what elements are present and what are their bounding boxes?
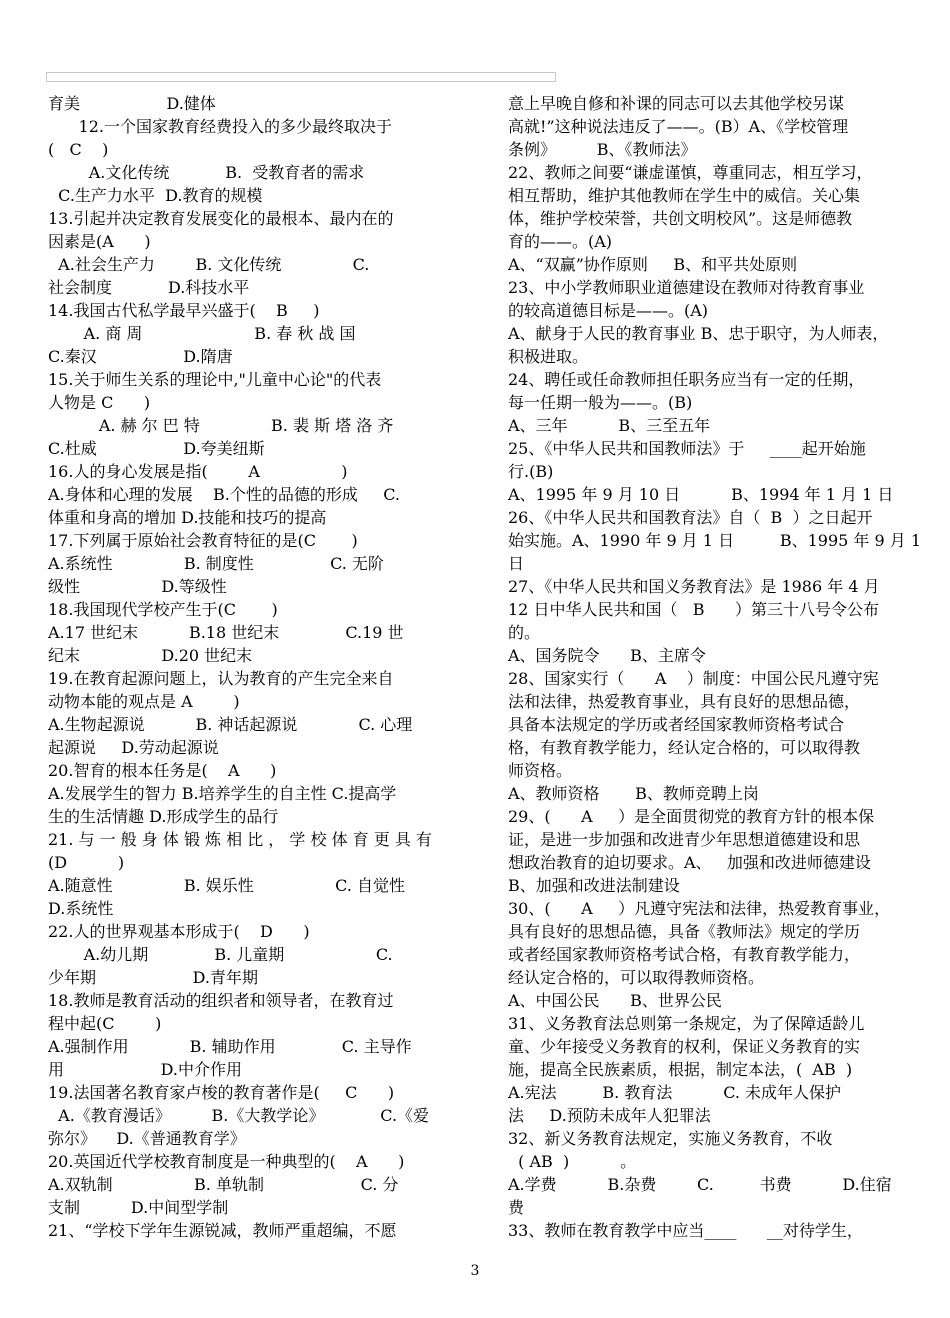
text-line: 22、教师之间要“谦虚谨慎，尊重同志，相互学习， <box>508 163 873 182</box>
text-line: 30、( A ）凡遵守宪法和法律，热爱教育事业， <box>508 899 891 918</box>
text-line: 27、《中华人民共和国义务教育法》是 1986 年 4 月 <box>508 577 880 596</box>
text-line: 费 <box>508 1198 525 1217</box>
text-line: 日 <box>508 554 525 573</box>
text-line: 19.法国著名教育家卢梭的教育著作是( C ) <box>48 1083 395 1102</box>
text-line: 20.智育的根本任务是( A ) <box>48 761 277 780</box>
text-line: 17.下列属于原始社会教育特征的是(C ) <box>48 531 358 550</box>
text-line: 因素是(A ) <box>48 232 151 251</box>
text-line: 23、中小学教师职业道德建设在教师对待教育事业 <box>508 278 865 297</box>
text-line: 18.我国现代学校产生于(C ) <box>48 600 278 619</box>
text-line: C.生产力水平 D.教育的规模 <box>48 186 263 205</box>
text-line: 14.我国古代私学最早兴盛于( B ) <box>48 301 320 320</box>
text-line: 具备本法规定的学历或者经国家教师资格考试合 <box>508 715 845 734</box>
right-column <box>508 92 922 1242</box>
text-line: 意上早晚自修和补课的同志可以去其他学校另谋 <box>508 94 845 113</box>
text-line: 29、( A ）是全面贯彻党的教育方针的根本保 <box>508 807 875 826</box>
text-line: 20.英国近代学校教育制度是一种典型的( A ) <box>48 1152 405 1171</box>
text-line: 生的生活情趣 D.形成学生的品行 <box>48 807 279 826</box>
text-line: A. 商 周 B. 春 秋 战 国 <box>48 324 356 343</box>
text-line: A.社会生产力 B. 文化传统 C. <box>48 255 370 274</box>
text-line: 社会制度 D.科技水平 <box>48 278 250 297</box>
text-line: D.系统性 <box>48 899 114 918</box>
text-line: ( AB ) 。 <box>508 1152 637 1171</box>
text-line: 弥尔》 D.《普通教育学》 <box>48 1129 246 1148</box>
text-line: A.系统性 B. 制度性 C. 无阶 <box>48 554 384 573</box>
text-line: 33、教师在教育教学中应当____ __对待学生， <box>508 1221 863 1240</box>
text-line: 25、《中华人民共和国教师法》于 ____起开始施 <box>508 439 866 458</box>
text-line: 施，提高全民族素质，根据，制定本法，( AB ) <box>508 1060 853 1079</box>
text-line: 12 日中华人民共和国（ B ）第三十八号令公布 <box>508 600 879 619</box>
text-line: 15.关于师生关系的理论中,"儿童中心论"的代表 <box>48 370 382 389</box>
text-line: 行.(B) <box>508 462 554 481</box>
text-line: A、中国公民 B、世界公民 <box>508 991 722 1010</box>
text-line: 起源说 D.劳动起源说 <box>48 738 219 757</box>
text-line: A、国务院令 B、主席令 <box>508 646 706 665</box>
text-line: 支制 D.中间型学制 <box>48 1198 229 1217</box>
text-line: A、“双赢”协作原则 B、和平共处原则 <box>508 255 798 274</box>
text-line: A. 赫 尔 巴 特 B. 裴 斯 塔 洛 齐 <box>48 416 394 435</box>
header-rule-box <box>46 72 556 82</box>
text-line: 师资格。 <box>508 761 573 780</box>
text-line: C.秦汉 D.隋唐 <box>48 347 233 366</box>
text-line: 童、少年接受义务教育的权利，保证义务教育的实 <box>508 1037 861 1056</box>
text-line: A、三年 B、三至五年 <box>508 416 711 435</box>
text-line: 12.一个国家教育经费投入的多少最终取决于 <box>48 117 392 136</box>
text-line: 体，维护学校荣誉，共创文明校风”。这是师德教 <box>508 209 853 228</box>
text-line: 法 D.预防未成年人犯罪法 <box>508 1106 711 1125</box>
text-line: 21、“学校下学年生源锐减，教师严重超编，不愿 <box>48 1221 397 1240</box>
text-line: 高就!”这种说法违反了——。(B）A、《学校管理 <box>508 117 849 136</box>
text-line: 31、义务教育法总则第一条规定，为了保障适龄儿 <box>508 1014 865 1033</box>
text-line: A.幼儿期 B. 儿童期 C. <box>48 945 393 964</box>
text-line: 少年期 D.青年期 <box>48 968 258 987</box>
text-line: A.文化传统 B. 受教育者的需求 <box>48 163 365 182</box>
text-line: 育的——。(A) <box>508 232 613 251</box>
left-column <box>48 92 442 1242</box>
text-line: 的。 <box>508 623 541 642</box>
text-line: 32、新义务教育法规定，实施义务教育，不收 <box>508 1129 833 1148</box>
text-line: 22.人的世界观基本形成于( D ) <box>48 922 310 941</box>
text-line: 育美 D.健体 <box>48 94 216 113</box>
text-line: 级性 D.等级性 <box>48 577 227 596</box>
text-line: 13.引起并决定教育发展变化的最根本、最内在的 <box>48 209 394 228</box>
text-line: A、1995 年 9 月 10 日 B、1994 年 1 月 1 日 <box>508 485 894 504</box>
text-line: 用 D.中介作用 <box>48 1060 242 1079</box>
text-line: A.双轨制 B. 单轨制 C. 分 <box>48 1175 399 1194</box>
text-line: A、教师资格 B、教师竞聘上岗 <box>508 784 759 803</box>
text-line: 程中起(C ) <box>48 1014 162 1033</box>
text-line: 或者经国家教师资格考试合格，有教育教学能力， <box>508 945 861 964</box>
text-line: 18.教师是教育活动的组织者和领导者，在教育过 <box>48 991 394 1010</box>
text-line: B、加强和改进法制建设 <box>508 876 680 895</box>
text-line: 19.在教育起源问题上，认为教育的产生完全来自 <box>48 669 394 688</box>
text-line: ( C ) <box>48 140 109 159</box>
text-line: 28、国家实行（ A ）制度：中国公民凡遵守宪 <box>508 669 879 688</box>
text-line: 人物是 C ) <box>48 393 151 412</box>
text-line: A.发展学生的智力 B.培养学生的自主性 C.提高学 <box>48 784 397 803</box>
text-line: 纪末 D.20 世纪末 <box>48 646 253 665</box>
text-line: 法和法律，热爱教育事业，具有良好的思想品德， <box>508 692 861 711</box>
page-number: 3 <box>470 1263 480 1279</box>
text-line: A.学费 B.杂费 C. 书费 D.住宿 <box>508 1175 892 1194</box>
text-line: A.宪法 B. 教育法 C. 未成年人保护 <box>508 1083 842 1102</box>
text-line: 26、《中华人民共和国教育法》自（ B ）之日起开 <box>508 508 873 527</box>
text-line: 始实施。A、1990 年 9 月 1 日 B、1995 年 9 月 1 <box>508 531 922 550</box>
text-line: 24、聘任或任命教师担任职务应当有一定的任期， <box>508 370 865 389</box>
text-line: 21. 与 一 般 身 体 锻 炼 相 比 ， 学 校 体 育 更 具 有 <box>48 830 432 849</box>
text-line: A、献身于人民的教育事业 B、忠于职守，为人师表， <box>508 324 889 343</box>
text-line: A.《教育漫话》 B.《大教学论》 C.《爱 <box>48 1106 430 1125</box>
text-line: A.生物起源说 B. 神话起源说 C. 心理 <box>48 715 413 734</box>
text-line: C.杜威 D.夸美纽斯 <box>48 439 265 458</box>
text-line: 经认定合格的，可以取得教师资格。 <box>508 968 765 987</box>
text-line: A.17 世纪末 B.18 世纪末 C.19 世 <box>48 623 404 642</box>
text-line: A.身体和心理的发展 B.个性的品德的形成 C. <box>48 485 401 504</box>
text-line: 积极进取。 <box>508 347 589 366</box>
text-line: 体重和身高的增加 D.技能和技巧的提高 <box>48 508 327 527</box>
text-line: 格，有教育教学能力，经认定合格的，可以取得教 <box>508 738 861 757</box>
text-line: 每一任期一般为——。(B) <box>508 393 693 412</box>
text-line: 想政治教育的迫切要求。A、 加强和改进师德建设 <box>508 853 871 872</box>
text-line: 具有良好的思想品德，具备《教师法》规定的学历 <box>508 922 861 941</box>
text-line: 证，是进一步加强和改进青少年思想道德建设和思 <box>508 830 861 849</box>
text-line: 16.人的身心发展是指( A ) <box>48 462 348 481</box>
text-line: 的较高道德目标是——。(A) <box>508 301 709 320</box>
text-line: 相互帮助，维护其他教师在学生中的威信。关心集 <box>508 186 861 205</box>
text-line: 条例》 B、《教师法》 <box>508 140 697 159</box>
text-line: 动物本能的观点是 A ) <box>48 692 240 711</box>
text-line: (D ) <box>48 853 125 872</box>
text-line: A.强制作用 B. 辅助作用 C. 主导作 <box>48 1037 412 1056</box>
text-line: A.随意性 B. 娱乐性 C. 自觉性 <box>48 876 405 895</box>
